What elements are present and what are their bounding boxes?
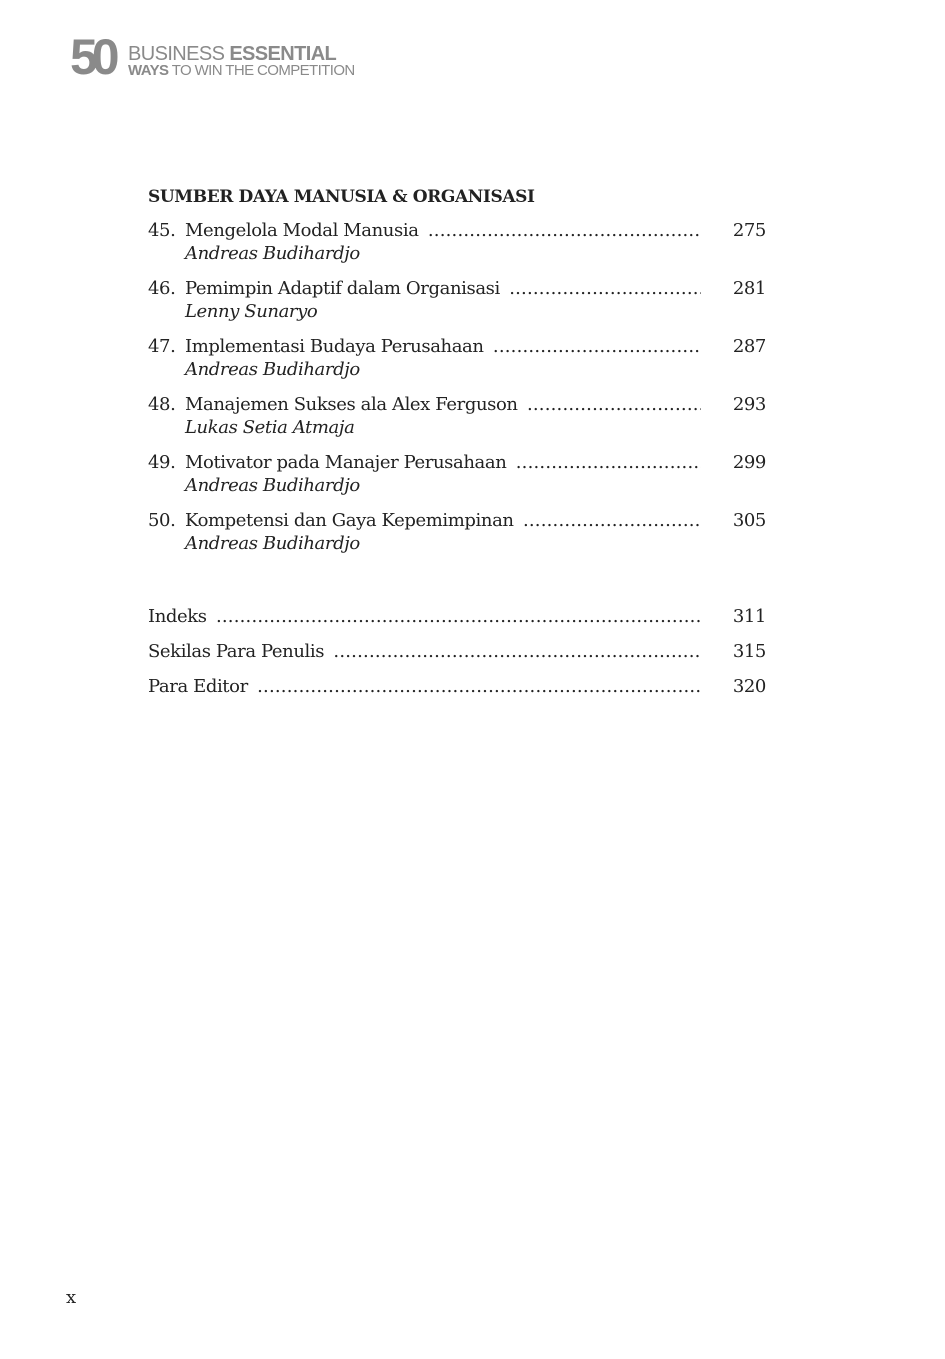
page-number: 305: [732, 510, 766, 531]
toc-entry-indeks[interactable]: [148, 605, 768, 628]
chapter-title-leader: [185, 277, 701, 300]
page-number: 293: [732, 394, 766, 415]
chapter-title: Implementasi Budaya Perusahaan: [185, 336, 488, 357]
toc-entry-46[interactable]: [148, 277, 768, 323]
toc-entry-48[interactable]: [148, 393, 768, 439]
logo-number: 50: [70, 29, 114, 85]
chapter-title: Kompetensi dan Gaya Kepemimpinan: [185, 510, 518, 531]
back-matter-title: Indeks: [148, 606, 211, 627]
chapter-author: Andreas Budihardjo: [185, 475, 360, 496]
chapter-number: 45.: [148, 220, 176, 241]
chapter-number: 49.: [148, 452, 176, 473]
toc-entry-row: [148, 509, 768, 532]
toc-entry-para-editor[interactable]: [148, 675, 768, 698]
toc-entry-row: [148, 640, 768, 663]
toc-entry-row: [148, 219, 768, 242]
toc-entry-49[interactable]: [148, 451, 768, 497]
toc-entry-50[interactable]: [148, 509, 768, 555]
toc-entry-row: [148, 451, 768, 474]
toc-entry-47[interactable]: [148, 335, 768, 381]
page-number: 320: [732, 676, 766, 697]
toc-entry-45[interactable]: [148, 219, 768, 265]
chapter-number: 47.: [148, 336, 176, 357]
chapter-author: Lenny Sunaryo: [185, 301, 318, 322]
page-number: 315: [732, 641, 766, 662]
page-number: 299: [732, 452, 766, 473]
back-matter-title: Sekilas Para Penulis: [148, 641, 328, 662]
book-series-logo: [70, 29, 355, 85]
back-matter-title: Para Editor: [148, 676, 252, 697]
page-number: 281: [732, 278, 766, 299]
page-folio: x: [66, 1287, 77, 1308]
page-number: 311: [732, 606, 766, 627]
toc-entry-row: [148, 393, 768, 416]
chapter-title-leader: [185, 335, 701, 358]
chapter-author: Andreas Budihardjo: [185, 243, 360, 264]
toc-entry-row: [148, 605, 768, 628]
chapter-author: Andreas Budihardjo: [185, 533, 360, 554]
section-spacer: [148, 567, 768, 605]
toc-entry-row: [148, 675, 768, 698]
chapter-title-leader: [185, 451, 701, 474]
chapter-title: Mengelola Modal Manusia: [185, 220, 423, 241]
toc-entry-sekilas-para-penulis[interactable]: [148, 640, 768, 663]
toc-entry-row: [148, 335, 768, 358]
chapter-number: 50.: [148, 510, 176, 531]
chapter-number: 48.: [148, 394, 176, 415]
chapter-title-leader: [185, 393, 701, 416]
section-heading: SUMBER DAYA MANUSIA & ORGANISASI: [148, 187, 535, 207]
chapter-title-leader: [185, 219, 701, 242]
chapter-title: Manajemen Sukses ala Alex Ferguson: [185, 394, 522, 415]
table-of-contents: [148, 185, 768, 710]
page-number: 275: [732, 220, 766, 241]
back-matter-title-leader: [148, 675, 701, 698]
chapter-number: 46.: [148, 278, 176, 299]
chapter-title: Pemimpin Adaptif dalam Organisasi: [185, 278, 504, 299]
chapter-author: Andreas Budihardjo: [185, 359, 360, 380]
back-matter-title-leader: [148, 605, 701, 628]
page-number: 287: [732, 336, 766, 357]
logo-line-2: [128, 63, 355, 79]
logo-line-1: [128, 44, 336, 64]
logo-business-text: BUSINESS: [128, 43, 225, 65]
toc-entry-row: [148, 277, 768, 300]
chapter-author: Lukas Setia Atmaja: [185, 417, 355, 438]
logo-essential-text: ESSENTIAL: [229, 43, 337, 65]
back-matter-title-leader: [148, 640, 701, 663]
logo-ways-text: WAYS: [128, 62, 169, 79]
logo-tagline-text: TO WIN THE COMPETITION: [171, 62, 355, 79]
chapter-title-leader: [185, 509, 701, 532]
chapter-title: Motivator pada Manajer Perusahaan: [185, 452, 510, 473]
